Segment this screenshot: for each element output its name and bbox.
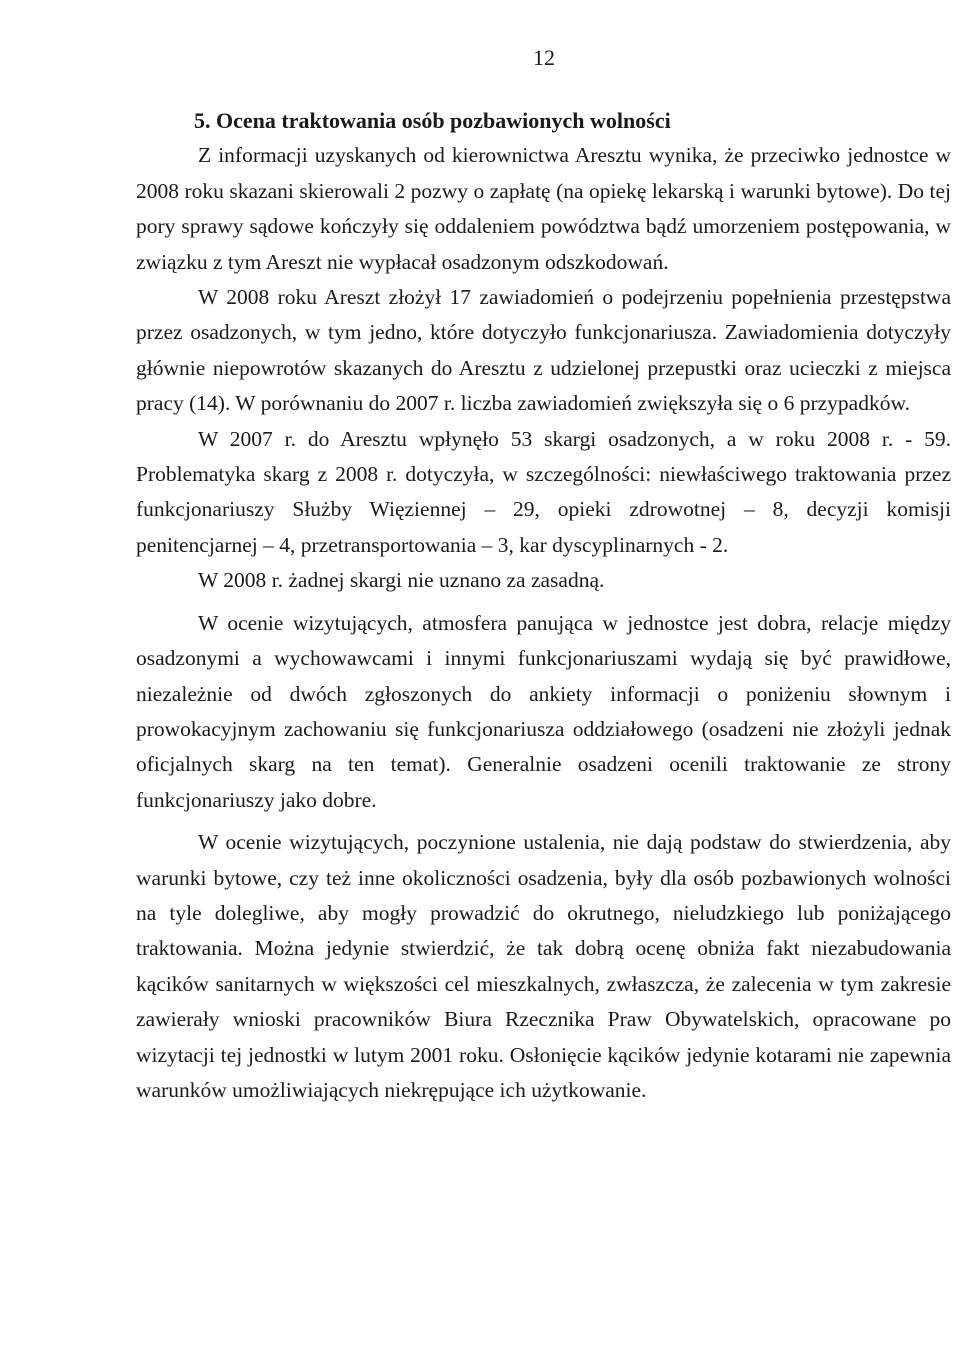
section-heading: 5. Ocena traktowania osób pozbawionych wolności <box>194 108 671 133</box>
paragraph-conclusions: W ocenie wizytujących, poczynione ustalenia, nie dają podstaw do stwierdzenia, aby warunki bytowe, czy też inne okoliczności osadzenia, były dla osób pozbawionych wolności na tyle dolegliwe, aby mogły prowadzić do okrutnego, nieludzkiego lub poniżającego traktowania. Można jedynie stwierdzić, że tak dobrą ocenę obniża fakt niezabudowania kącików sanitarnych w większości cel mieszkalnych, zwłaszcza, że zalecenia w tym zakresie zawierały wnioski pracowników Biura Rzecznika Praw Obywatelskich, opracowane po wizytacji tej jednostki w lutym 2001 roku. Osłonięcie kącików jedynie kotarami nie zapewnia warunków umożliwiających niekrępujące ich użytkowanie. <box>136 830 951 1102</box>
paragraph-notifications: W 2008 roku Areszt złożył 17 zawiadomień o podejrzeniu popełnienia przestępstwa przez osadzonych, w tym jedno, które dotyczyło funkcjonariusza. Zawiadomienia dotyczyły głównie niepowrotów skazanych do Aresztu z udzielonej przepustki oraz ucieczki z miejsca pracy (14). W porównaniu do 2007 r. liczba zawiadomień zwiększyła się o 6 przypadków. <box>136 285 951 416</box>
paragraph-lawsuits: Z informacji uzyskanych od kierownictwa Aresztu wynika, że przeciwko jednostce w 2008 roku skazani skierowali 2 pozwy o zapłatę (na opiekę lekarską i warunki bytowe). Do tej pory sprawy sądowe kończyły się oddaleniem powództwa bądź umorzeniem postępowania, w związku z tym Areszt nie wypłacał osadzonym odszkodowań. <box>136 143 951 274</box>
page-number: 12 <box>533 45 555 70</box>
paragraph-complaints: W 2007 r. do Aresztu wpłynęło 53 skargi osadzonych, a w roku 2008 r. - 59. Problematyka skarg z 2008 r. dotyczyła, w szczególności: niewłaściwego traktowania przez funkcjonariuszy Służby Więziennej – 29, opieki zdrowotnej – 8, decyzji komisji penitencjarnej – 4, przetransportowania – 3, kar dyscyplinarnych - 2. <box>136 426 951 557</box>
paragraph-complaints-outcome: W 2008 r. żadnej skargi nie uznano za zasadną. <box>198 568 605 593</box>
paragraph-atmosphere: W ocenie wizytujących, atmosfera panująca w jednostce jest dobra, relacje między osadzonymi a wychowawcami i innymi funkcjonariuszami wydają się być prawidłowe, niezależnie od dwóch zgłoszonych do ankiety informacji o poniżeniu słownym i prowokacyjnym zachowaniu się funkcjonariusza oddziałowego (osadzeni nie złożyli jednak oficjalnych skarg na ten temat). Generalnie osadzeni ocenili traktowanie ze strony funkcjonariuszy jako dobre. <box>136 610 951 812</box>
document-body <box>136 103 951 1108</box>
